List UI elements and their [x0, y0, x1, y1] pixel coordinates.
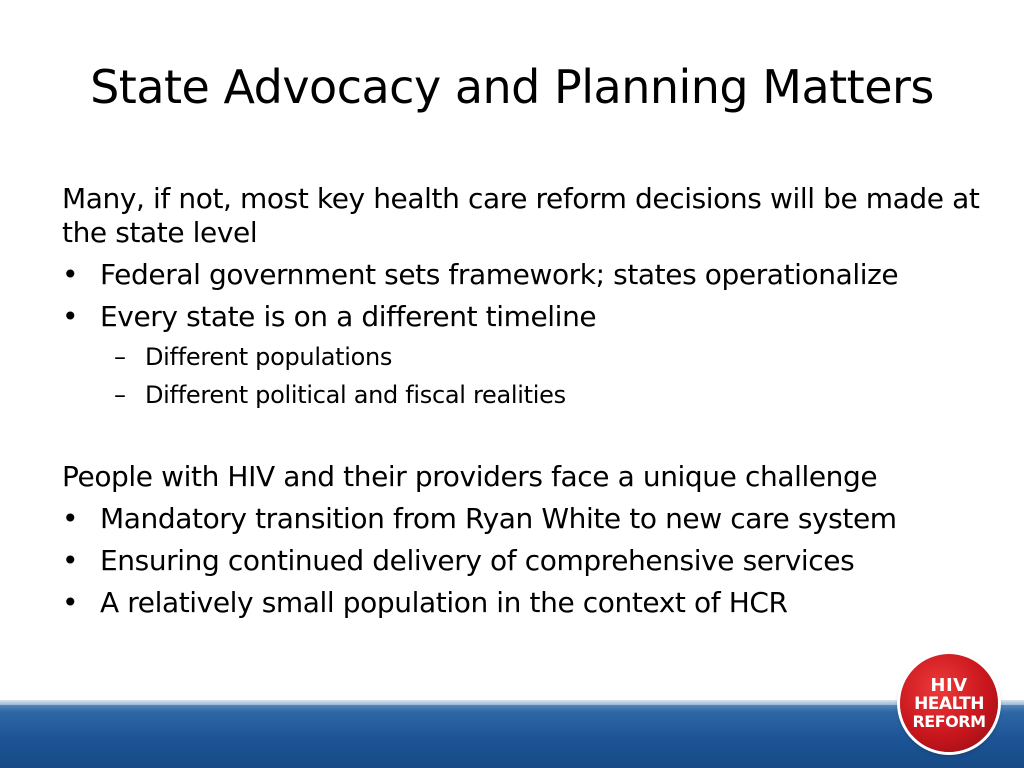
sub-bullet-text: Different political and fiscal realities [145, 381, 566, 409]
bullet-marker: • [62, 258, 79, 291]
footer-banner [0, 700, 1024, 768]
bullet-marker: • [62, 502, 79, 535]
list-item [62, 586, 982, 620]
list-item [62, 300, 982, 334]
logo-text-hiv: HIV [930, 674, 968, 696]
bullet-list-hiv [62, 502, 982, 620]
list-item [62, 502, 982, 536]
bullet-text: A relatively small population in the context of HCR [100, 586, 788, 619]
logo-text-health: HEALTH [914, 693, 984, 714]
content-block-state-level [62, 182, 982, 410]
bullet-text: Ensuring continued delivery of comprehensive services [100, 544, 855, 577]
sub-bullet-text: Different populations [145, 343, 393, 371]
hiv-health-reform-logo [900, 654, 998, 752]
slide-title: State Advocacy and Planning Matters [90, 60, 934, 114]
content-block-hiv-challenge [62, 460, 982, 620]
list-item [62, 544, 982, 578]
bullet-list-state [62, 258, 982, 410]
logo-text-reform: REFORM [912, 711, 986, 731]
bullet-text: Every state is on a different timeline [100, 300, 597, 333]
list-item [62, 258, 982, 292]
bullet-marker: • [62, 586, 79, 619]
dash-marker: – [114, 343, 126, 371]
paragraph-hiv-challenge: People with HIV and their providers face a unique challenge [62, 460, 878, 493]
bullet-text: Mandatory transition from Ryan White to new care system [100, 502, 897, 535]
paragraph-state-decisions: Many, if not, most key health care reform decisions will be made at the state level [62, 182, 980, 249]
footer-banner-highlight [0, 700, 1024, 705]
bullet-marker: • [62, 544, 79, 577]
dash-marker: – [114, 381, 126, 409]
sub-list-item [62, 380, 982, 410]
bullet-text: Federal government sets framework; states operationalize [100, 258, 899, 291]
bullet-marker: • [62, 300, 79, 333]
sub-list-item [62, 342, 982, 372]
